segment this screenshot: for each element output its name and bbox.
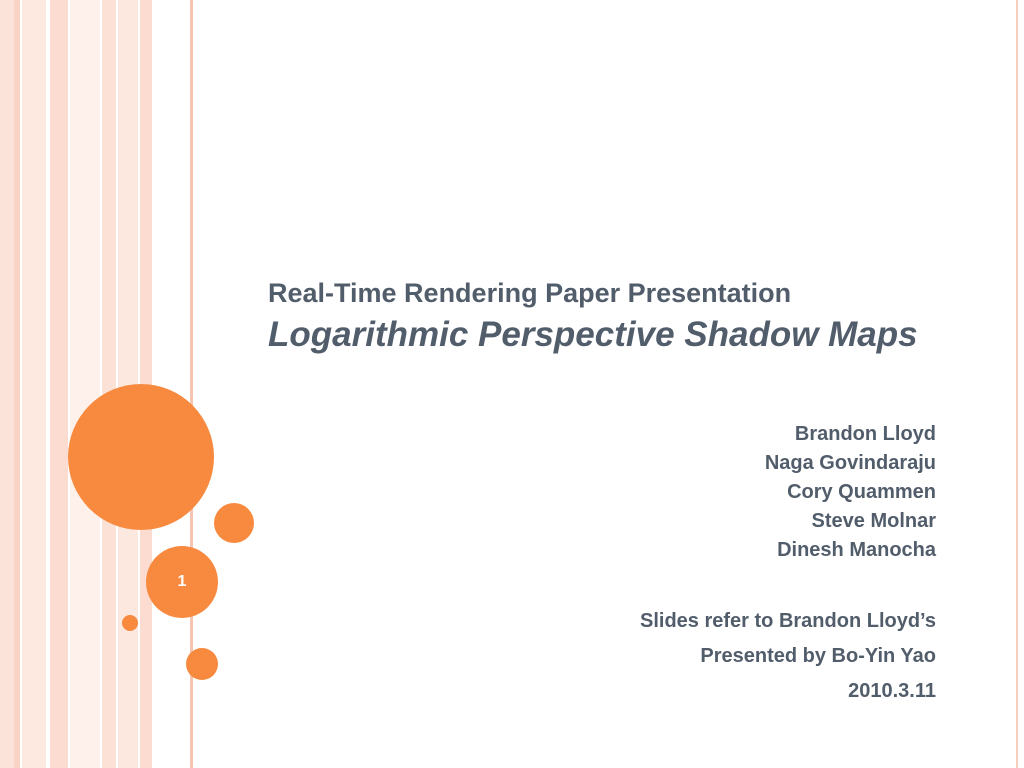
decorative-stripe [50, 0, 68, 768]
author-list [765, 420, 936, 565]
author-name: Naga Govindaraju [764, 452, 936, 474]
title-block [268, 276, 968, 360]
decorative-stripe [22, 0, 46, 768]
slide-number: 1 [177, 573, 187, 590]
author-name: Dinesh Manocha [777, 539, 936, 561]
slide-number-badge [146, 546, 218, 618]
decorative-stripe [0, 0, 14, 768]
presenter-note: Presented by Bo-Yin Yao [700, 645, 936, 667]
source-note: Slides refer to Brandon Lloyd’s [640, 610, 936, 632]
presentation-notes [640, 604, 936, 709]
decorative-circle-medium [186, 648, 218, 680]
author-name: Steve Molnar [811, 510, 936, 532]
decorative-circle-medium [214, 503, 254, 543]
decorative-stripe [102, 0, 116, 768]
decorative-stripe [70, 0, 100, 768]
decorative-circle-small [122, 615, 138, 631]
decorative-stripe [14, 0, 20, 768]
decorative-circle-large [68, 384, 214, 530]
slide-title: Real-Time Rendering Paper Presentation [268, 278, 792, 308]
slide-subtitle: Logarithmic Perspective Shadow Maps [268, 315, 918, 354]
author-name: Cory Quammen [787, 481, 936, 503]
author-name: Brandon Lloyd [794, 423, 936, 445]
right-border-line [1016, 0, 1018, 768]
date-note: 2010.3.11 [848, 680, 936, 702]
